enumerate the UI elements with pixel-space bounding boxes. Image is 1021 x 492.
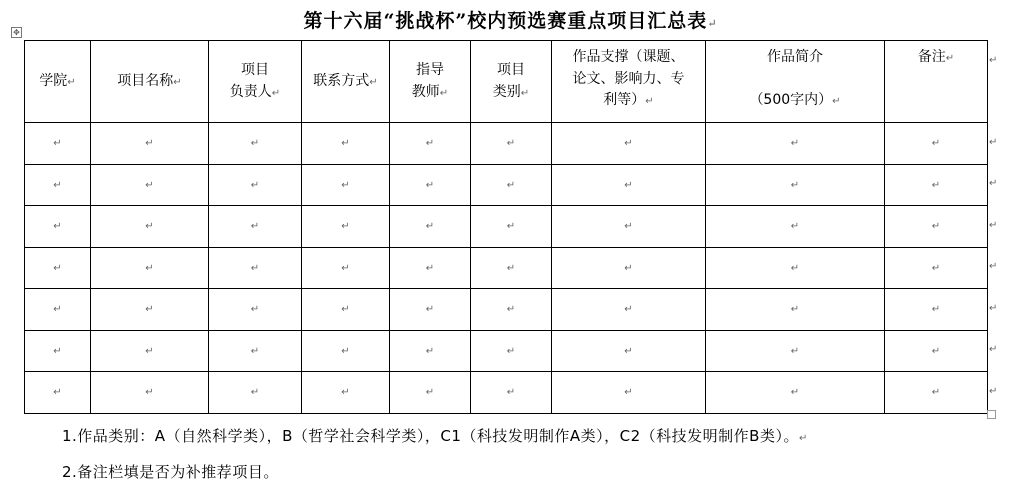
paragraph-mark: ↵	[250, 221, 260, 233]
paragraph-mark: ↵	[53, 304, 62, 316]
paragraph-mark: ↵	[624, 345, 633, 357]
table-cell[interactable]	[706, 206, 885, 248]
paragraph-mark: ↵	[832, 96, 841, 108]
header-text: 项目	[497, 61, 525, 78]
header-advisor	[390, 41, 471, 123]
paragraph-mark: ↵	[425, 345, 435, 357]
paragraph-mark: ↵	[931, 262, 941, 274]
table-row	[25, 247, 988, 289]
table-cell[interactable]	[91, 247, 209, 289]
table-cell[interactable]	[706, 247, 885, 289]
paragraph-mark: ↵	[506, 179, 516, 191]
table-cell[interactable]	[209, 372, 302, 414]
paragraph-mark: ↵	[250, 262, 260, 274]
paragraph-mark: ↵	[506, 345, 516, 357]
paragraph-mark: ↵	[506, 304, 516, 316]
table-cell[interactable]	[471, 164, 552, 206]
paragraph-mark: ↵	[145, 138, 154, 150]
table-cell[interactable]	[552, 164, 706, 206]
table-cell[interactable]	[209, 123, 302, 165]
table-cell[interactable]	[885, 372, 988, 414]
paragraph-mark: ↵	[53, 345, 62, 357]
paragraph-mark: ↵	[624, 304, 633, 316]
table-cell[interactable]	[209, 330, 302, 372]
table-cell[interactable]	[552, 372, 706, 414]
header-text: 学院	[39, 72, 68, 89]
header-text: 项目	[241, 61, 269, 78]
paragraph-mark: ↵	[790, 262, 800, 274]
paragraph-mark: ↵	[145, 345, 154, 357]
table-resize-handle[interactable]	[987, 410, 996, 419]
table-cell[interactable]	[91, 164, 209, 206]
paragraph-mark: ↵	[931, 221, 941, 233]
table-cell[interactable]	[209, 247, 302, 289]
row-end-mark: ↵	[989, 344, 998, 355]
table-cell[interactable]	[302, 206, 390, 248]
paragraph-mark: ↵	[425, 387, 435, 399]
row-end-mark: ↵	[989, 386, 998, 397]
table-cell[interactable]	[471, 247, 552, 289]
paragraph-mark: ↵	[53, 221, 62, 233]
table-cell[interactable]	[209, 289, 302, 331]
note-category: 1.作品类别：A（自然科学类），B（哲学社会科学类），C1（科技发明制作A类），C2（科技发明制作B类）。↵	[62, 427, 808, 445]
header-support	[552, 41, 706, 123]
table-cell[interactable]	[885, 123, 988, 165]
row-end-mark: ↵	[989, 261, 998, 272]
row-end-mark: ↵	[989, 178, 998, 189]
table-cell[interactable]	[91, 330, 209, 372]
table-cell[interactable]	[471, 289, 552, 331]
paragraph-mark: ↵	[520, 87, 530, 99]
header-contact	[302, 41, 390, 123]
table-cell[interactable]	[209, 206, 302, 248]
paragraph-mark: ↵	[145, 221, 154, 233]
table-cell[interactable]	[25, 247, 91, 289]
table-cell[interactable]	[390, 330, 471, 372]
paragraph-mark: ↵	[439, 87, 449, 99]
table-cell[interactable]	[91, 289, 209, 331]
paragraph-mark: ↵	[145, 304, 154, 316]
paragraph-mark: ↵	[250, 138, 260, 150]
paragraph-mark: ↵	[341, 262, 350, 274]
table-row	[25, 330, 988, 372]
paragraph-mark: ↵	[790, 221, 800, 233]
paragraph-mark: ↵	[506, 387, 516, 399]
paragraph-mark: ↵	[645, 96, 654, 108]
paragraph-mark: ↵	[506, 262, 516, 274]
header-text: 作品简介	[767, 49, 823, 65]
paragraph-mark: ↵	[341, 179, 350, 191]
paragraph-mark: ↵	[931, 138, 941, 150]
paragraph-mark: ↵	[341, 345, 350, 357]
paragraph-mark: ↵	[945, 53, 955, 64]
paragraph-mark: ↵	[790, 179, 800, 191]
paragraph-mark: ↵	[173, 76, 182, 88]
paragraph-mark: ↵	[707, 17, 718, 30]
header-text: 利等）	[603, 92, 646, 109]
table-cell[interactable]	[471, 372, 552, 414]
paragraph-mark: ↵	[425, 221, 435, 233]
header-summary	[706, 41, 885, 123]
table-cell[interactable]	[552, 330, 706, 372]
paragraph-mark: ↵	[425, 138, 435, 150]
header-project-leader	[209, 41, 302, 123]
table-cell[interactable]	[25, 372, 91, 414]
table-cell[interactable]	[552, 247, 706, 289]
table-row	[25, 372, 988, 414]
header-text: （500字内）	[749, 92, 833, 109]
table-cell[interactable]	[390, 206, 471, 248]
paragraph-mark: ↵	[67, 76, 76, 88]
table-cell[interactable]	[302, 289, 390, 331]
table-cell[interactable]	[209, 164, 302, 206]
table-cell[interactable]	[471, 123, 552, 165]
table-cell[interactable]	[885, 330, 988, 372]
paragraph-mark: ↵	[790, 387, 800, 399]
paragraph-mark: ↵	[790, 345, 800, 357]
paragraph-mark: ↵	[250, 345, 260, 357]
table-cell[interactable]	[552, 206, 706, 248]
row-end-mark: ↵	[989, 303, 998, 314]
table-cell[interactable]	[302, 247, 390, 289]
table-cell[interactable]	[302, 123, 390, 165]
paragraph-mark: ↵	[425, 304, 435, 316]
table-cell[interactable]	[25, 164, 91, 206]
header-text: 项目名称	[117, 72, 174, 89]
table-cell[interactable]	[706, 123, 885, 165]
header-category	[471, 41, 552, 123]
paragraph-mark: ↵	[53, 387, 62, 399]
paragraph-mark: ↵	[931, 345, 941, 357]
paragraph-mark: ↵	[931, 179, 941, 191]
paragraph-mark: ↵	[250, 304, 260, 316]
table-cell[interactable]	[25, 123, 91, 165]
table-cell[interactable]	[390, 247, 471, 289]
paragraph-mark: ↵	[624, 138, 633, 150]
header-text: 论文、影响力、专	[572, 70, 685, 87]
paragraph-mark: ↵	[798, 433, 808, 444]
paragraph-mark: ↵	[931, 304, 941, 316]
table-cell[interactable]	[91, 123, 209, 165]
table-cell[interactable]	[471, 330, 552, 372]
table-cell[interactable]	[885, 164, 988, 206]
table-cell[interactable]	[390, 164, 471, 206]
paragraph-mark: ↵	[145, 387, 154, 399]
paragraph-mark: ↵	[53, 138, 62, 150]
table-cell[interactable]	[25, 206, 91, 248]
row-end-mark: ↵	[989, 137, 998, 148]
summary-table	[24, 40, 988, 414]
table-cell[interactable]	[25, 330, 91, 372]
paragraph-mark: ↵	[145, 179, 154, 191]
header-remarks	[885, 41, 988, 123]
table-cell[interactable]	[302, 164, 390, 206]
table-cell[interactable]	[885, 247, 988, 289]
paragraph-mark: ↵	[624, 387, 633, 399]
table-move-handle-icon[interactable]: ✥	[11, 27, 22, 38]
header-text: 指导	[416, 61, 444, 78]
header-text: 作品支撑（课题、	[572, 49, 685, 65]
table-cell[interactable]	[885, 289, 988, 331]
paragraph-mark: ↵	[53, 262, 62, 274]
table-cell[interactable]	[91, 206, 209, 248]
table-cell[interactable]	[706, 164, 885, 206]
table-row	[25, 289, 988, 331]
paragraph-mark: ↵	[624, 179, 633, 191]
table-cell[interactable]	[390, 123, 471, 165]
paragraph-mark: ↵	[341, 221, 350, 233]
table-row	[25, 123, 988, 165]
paragraph-mark: ↵	[341, 387, 350, 399]
table-cell[interactable]	[302, 372, 390, 414]
paragraph-mark: ↵	[53, 179, 62, 191]
table-cell[interactable]	[885, 206, 988, 248]
paragraph-mark: ↵	[271, 87, 281, 99]
page-title: 第十六届“挑战杯”校内预选赛重点项目汇总表↵	[303, 10, 718, 32]
table-cell[interactable]	[552, 123, 706, 165]
table-cell[interactable]	[25, 289, 91, 331]
table-row	[25, 206, 988, 248]
paragraph-mark: ↵	[341, 304, 350, 316]
paragraph-mark: ↵	[931, 387, 941, 399]
paragraph-mark: ↵	[369, 76, 378, 88]
row-end-mark: ↵	[989, 55, 998, 66]
table-cell[interactable]	[706, 289, 885, 331]
paragraph-mark: ↵	[790, 138, 800, 150]
table-cell[interactable]	[91, 372, 209, 414]
paragraph-mark: ↵	[624, 221, 633, 233]
paragraph-mark: ↵	[506, 221, 516, 233]
header-text: 教师	[411, 83, 440, 100]
table-cell[interactable]	[706, 330, 885, 372]
paragraph-mark: ↵	[341, 138, 350, 150]
table-header-row	[25, 41, 988, 123]
header-college	[25, 41, 91, 123]
paragraph-mark: ↵	[790, 304, 800, 316]
table-row	[25, 164, 988, 206]
header-project-name	[91, 41, 209, 123]
paragraph-mark: ↵	[425, 179, 435, 191]
paragraph-mark: ↵	[425, 262, 435, 274]
paragraph-mark: ↵	[250, 387, 260, 399]
paragraph-mark: ↵	[145, 262, 154, 274]
header-text: 类别	[492, 83, 521, 100]
table-cell[interactable]	[302, 330, 390, 372]
table-cell[interactable]	[471, 206, 552, 248]
paragraph-mark: ↵	[250, 179, 260, 191]
paragraph-mark: ↵	[506, 138, 516, 150]
row-end-mark: ↵	[989, 220, 998, 231]
note-remarks: 2.备注栏填是否为补推荐项目。	[62, 463, 279, 481]
table-cell[interactable]	[706, 372, 885, 414]
table-cell[interactable]	[390, 372, 471, 414]
header-text: 联系方式	[313, 72, 370, 89]
header-text: 负责人	[229, 83, 272, 100]
table-body	[25, 123, 988, 414]
paragraph-mark: ↵	[624, 262, 633, 274]
table-cell[interactable]	[390, 289, 471, 331]
table-cell[interactable]	[552, 289, 706, 331]
header-text: 备注	[917, 49, 946, 65]
